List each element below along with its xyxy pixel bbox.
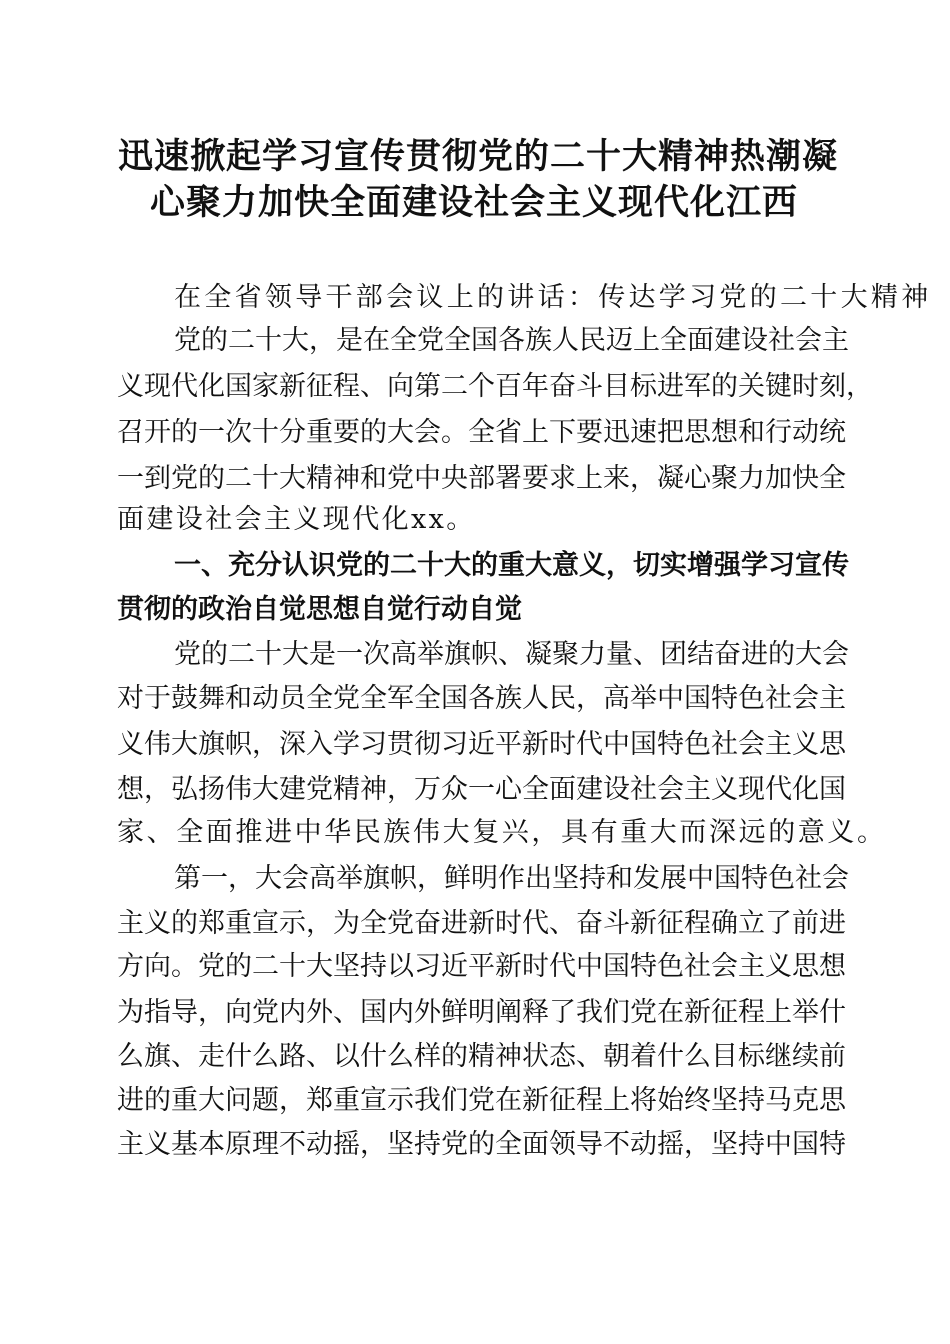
document-title-line-1: 迅速掀起学习宣传贯彻党的二十大精神热潮凝 [118, 136, 839, 177]
subtitle: 在全省领导干部会议上的讲话：传达学习党的二十大精神 [174, 282, 932, 313]
paragraph-line: 对于鼓舞和动员全党全军全国各族人民，高举中国特色社会主 [117, 683, 846, 714]
paragraph-line: 第一，大会高举旗帜，鲜明作出坚持和发展中国特色社会 [174, 863, 849, 894]
section-heading-line: 贯彻的政治自觉思想自觉行动自觉 [117, 594, 522, 625]
intro-line: 面建设社会主义现代化xx。 [117, 504, 476, 535]
paragraph-line: 主义基本原理不动摇，坚持党的全面领导不动摇，坚持中国特 [117, 1129, 846, 1160]
paragraph-line: 家、全面推进中华民族伟大复兴，具有重大而深远的意义。 [117, 817, 887, 848]
intro-line: 一到党的二十大精神和党中央部署要求上来，凝心聚力加快全 [117, 463, 846, 494]
paragraph-line: 么旗、走什么路、以什么样的精神状态、朝着什么目标继续前 [117, 1041, 846, 1072]
intro-line: 召开的一次十分重要的大会。全省上下要迅速把思想和行动统 [117, 417, 846, 448]
intro-line: 党的二十大，是在全党全国各族人民迈上全面建设社会主 [174, 325, 849, 356]
paragraph-line: 义伟大旗帜，深入学习贯彻习近平新时代中国特色社会主义思 [117, 729, 846, 760]
paragraph-line: 方向。党的二十大坚持以习近平新时代中国特色社会主义思想 [117, 951, 846, 982]
paragraph-line: 想，弘扬伟大建党精神，万众一心全面建设社会主义现代化国 [117, 774, 846, 805]
section-heading-line: 一、充分认识党的二十大的重大意义，切实增强学习宣传 [174, 550, 849, 581]
paragraph-line: 进的重大问题，郑重宣示我们党在新征程上将始终坚持马克思 [117, 1085, 846, 1116]
paragraph-line: 为指导，向党内外、国内外鲜明阐释了我们党在新征程上举什 [117, 997, 846, 1028]
paragraph-line: 主义的郑重宣示，为全党奋进新时代、奋斗新征程确立了前进 [117, 908, 846, 939]
intro-line: 义现代化国家新征程、向第二个百年奋斗目标进军的关键时刻， [117, 371, 873, 402]
paragraph-line: 党的二十大是一次高举旗帜、凝聚力量、团结奋进的大会 [174, 639, 849, 670]
document-title-line-2: 心聚力加快全面建设社会主义现代化江西 [149, 182, 798, 223]
